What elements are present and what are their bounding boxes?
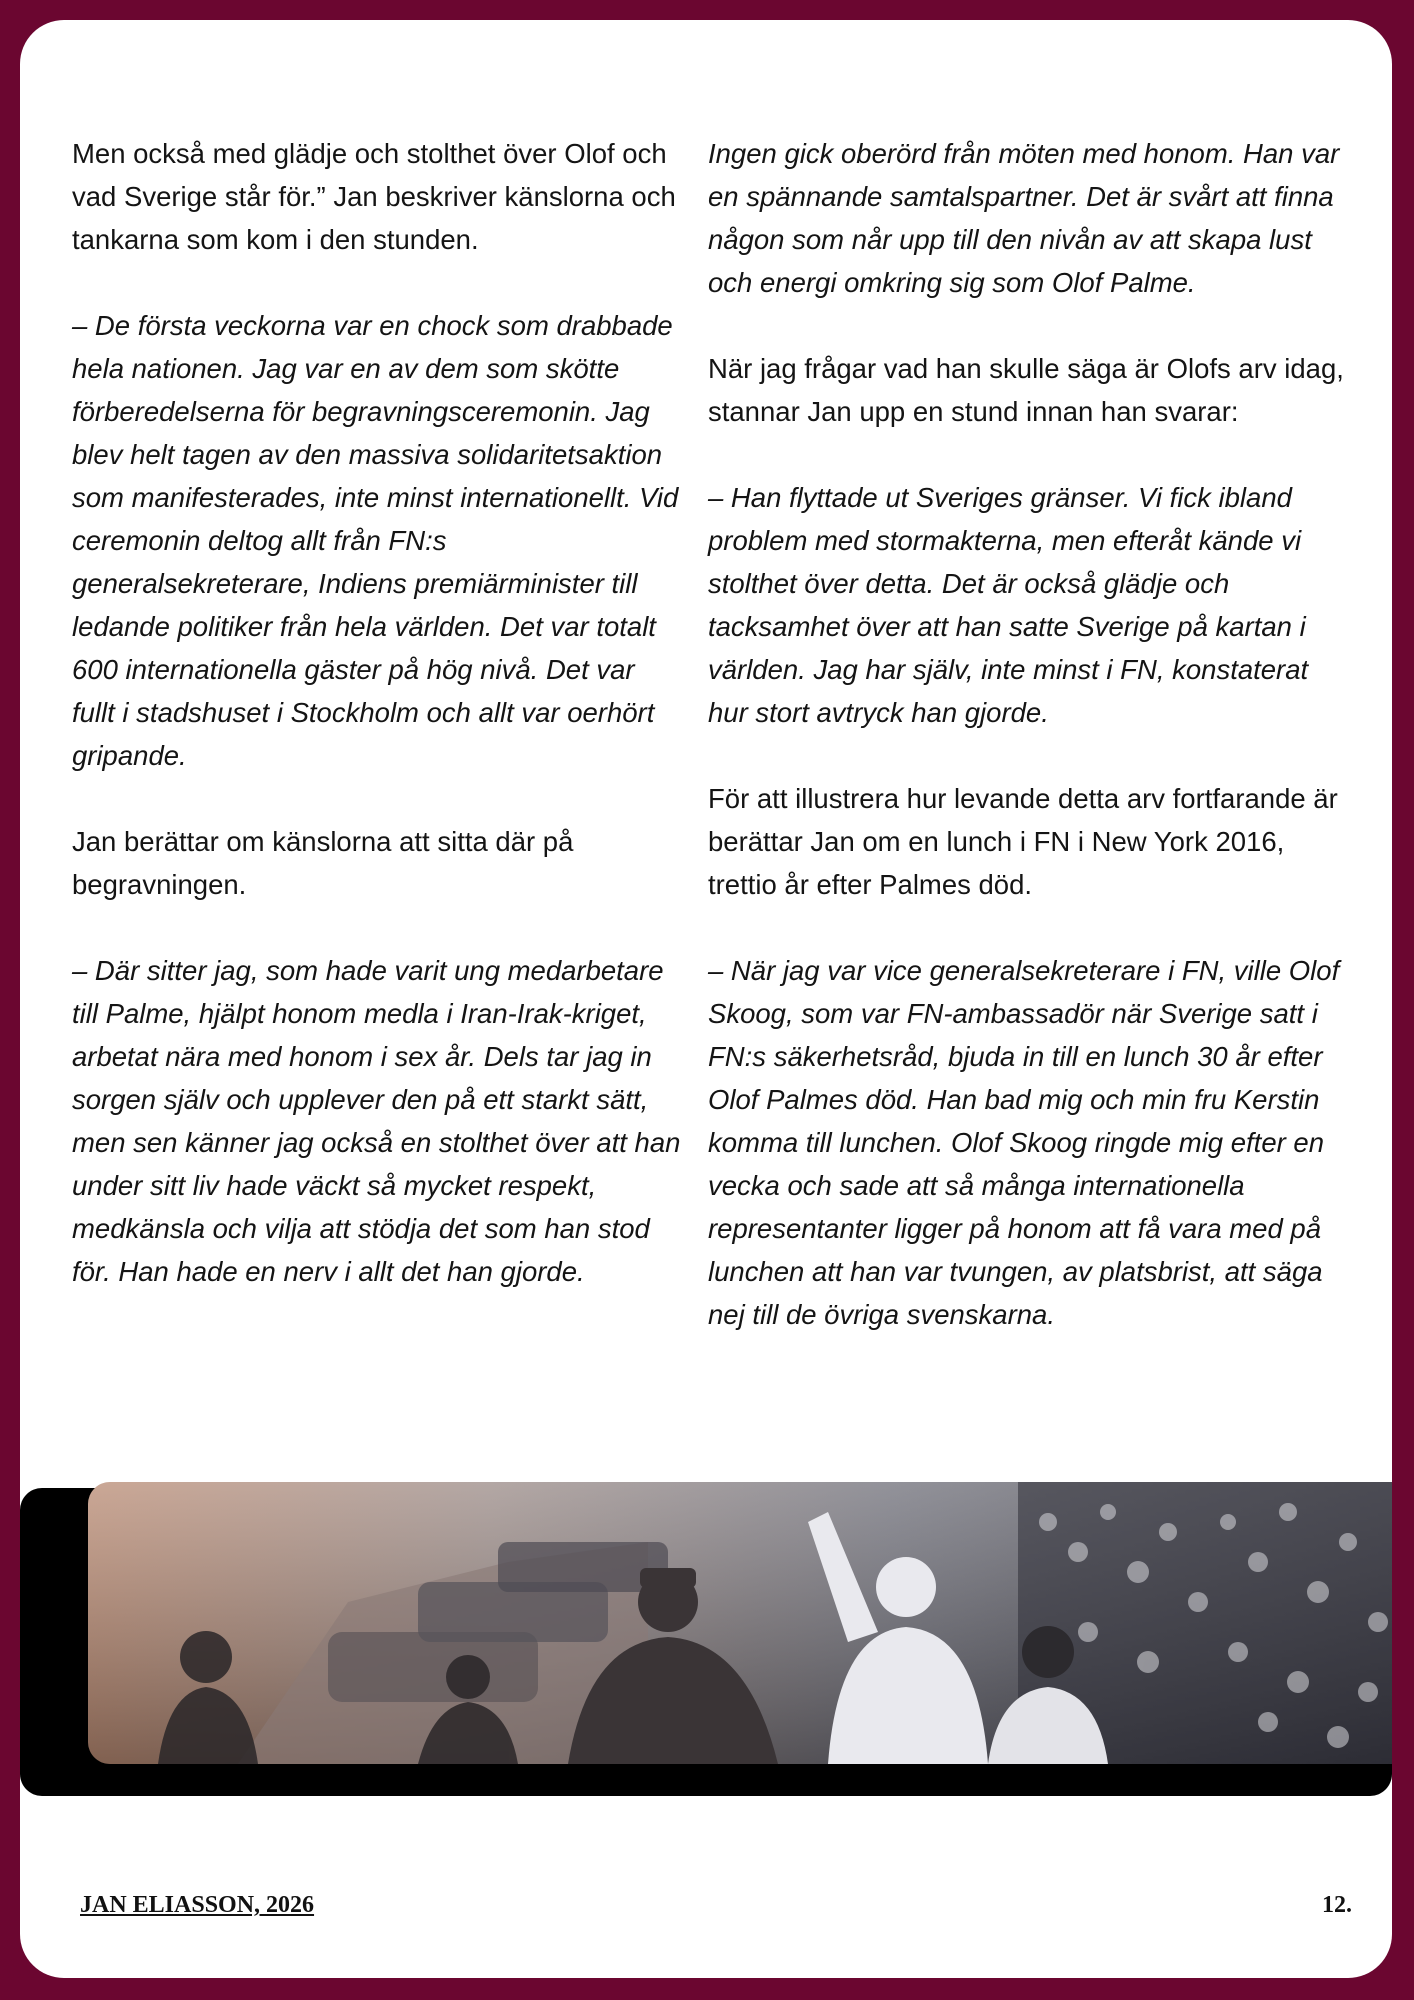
page-number: 12.: [1322, 1892, 1352, 1918]
paragraph: Men också med glädje och stolthet över Olof och vad Sverige står för.” Jan beskriver känslorna och tankarna som kom i den stunden.: [72, 138, 676, 255]
quote-paragraph: Ingen gick oberörd från möten med honom. Han var en spännande samtalspartner. Det är svårt att finna någon som når upp till den nivån av att skapa lust och energi omkring sig som Olof Palme.: [708, 138, 1340, 298]
quote-paragraph: – Där sitter jag, som hade varit ung medarbetare till Palme, hjälpt honom medla i Iran-Irak-kriget, arbetat nära med honom i sex år. Dels tar jag in sorgen själv och upplever den på ett starkt sätt, men sen känner jag också en stolthet över att han under sitt liv hade väckt så mycket respekt, medkänsla och vilja att stödja det som han stod för. Han hade en nerv i allt det han gjorde.: [72, 955, 681, 1287]
right-column: [708, 132, 1348, 1379]
quote-paragraph: – De första veckorna var en chock som drabbade hela nationen. Jag var en av dem som skötte förberedelserna för begravningsceremonin. Jag blev helt tagen av den massiva solidaritetsaktion som manifesterades, inte minst internationellt. Vid ceremonin deltog allt från FN:s generalsekreterare, Indiens premiärminister till ledande politiker från hela världen. Det var totalt 600 internationella gäster på hög nivå. Det var fullt i stadshuset i Stockholm och allt var oerhört gripande.: [72, 310, 679, 771]
paragraph: För att illustrera hur levande detta arv fortfarande är berättar Jan om en lunch i FN i New York 2016, trettio år efter Palmes död.: [708, 783, 1338, 900]
paragraph: När jag frågar vad han skulle säga är Olofs arv idag, stannar Jan upp en stund innan han svarar:: [708, 353, 1344, 427]
quote-paragraph: – Han flyttade ut Sveriges gränser. Vi fick ibland problem med stormakterna, men efteråt kände vi stolthet över detta. Det är också glädje och tacksamhet över att han satte Sverige på kartan i världen. Jag har själv, inte minst i FN, konstaterat hur stort avtryck han gjorde.: [708, 482, 1309, 728]
footer-author: JAN ELIASSON, 2026: [80, 1892, 315, 1918]
paragraph: Jan berättar om känslorna att sitta där på begravningen.: [72, 826, 574, 900]
historical-photo: [88, 1482, 1392, 1764]
quote-paragraph: – När jag var vice generalsekreterare i FN, ville Olof Skoog, som var FN-ambassadör när Sverige satt i FN:s säkerhetsråd, bjuda in till en lunch 30 år efter Olof Palmes död. Han bad mig och min fru Kerstin komma till lunchen. Olof Skoog ringde mig efter en vecka och sade att så många internationella representanter ligger på honom att få vara med på lunchen att han var tvungen, av platsbrist, att säga nej till de övriga svenskarna.: [708, 955, 1340, 1330]
left-column: [72, 132, 682, 1336]
photo-illustration: [88, 1482, 1392, 1764]
page: [20, 20, 1392, 1978]
